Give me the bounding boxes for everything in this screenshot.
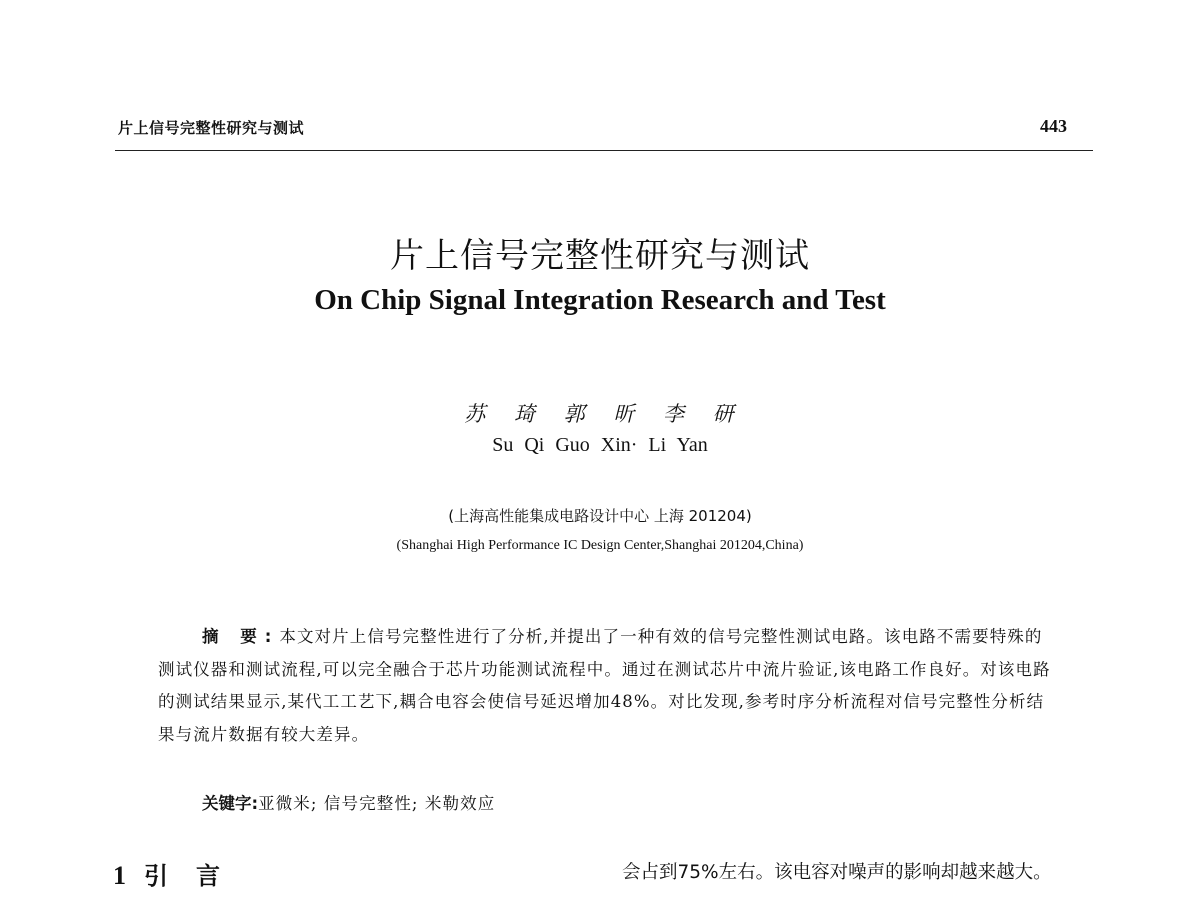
keywords-text: 亚微米; 信号完整性; 米勒效应 (258, 794, 496, 813)
affiliation-english: (Shanghai High Performance IC Design Center,Shanghai 201204,China) (396, 538, 804, 553)
running-head-title: 片上信号完整性研究与测试 (118, 119, 305, 137)
abstract-text: 本文对片上信号完整性进行了分析,并提出了一种有效的信号完整性测试电路。该电路不需要特殊的测试仪器和测试流程,可以完全融合于芯片功能测试流程中。通过在测试芯片中流片验证,该电路工作良好。对该电路的测试结果显示,某代工工艺下,耦合电容会使信号延迟增加48%。对比发现,参考时序分析流程对信号完整性分析结果与流片数据有较大差异。 (158, 627, 1051, 744)
section-number: 1 (113, 861, 126, 890)
authors-chinese: 苏 琦 郭 昕 李 研 (464, 402, 736, 426)
header-rule (115, 150, 1093, 151)
abstract-label: 摘 要: (202, 627, 280, 646)
keywords (202, 790, 495, 814)
title-english: On Chip Signal Integration Research and Test (314, 284, 886, 316)
section-title: 引言 (144, 862, 248, 890)
page-number: 443 (1040, 116, 1067, 136)
right-column-text: 会占到75%左右。该电容对噪声的影响却越来越大。 (622, 862, 1052, 883)
authors-english: Su Qi Guo Xin· Li Yan (492, 434, 708, 456)
abstract (158, 621, 1058, 751)
affiliation-chinese: (上海高性能集成电路设计中心 上海 201204) (448, 507, 752, 525)
title-chinese: 片上信号完整性研究与测试 (390, 236, 810, 276)
section-heading (113, 856, 248, 891)
keywords-label: 关键字: (202, 794, 259, 813)
